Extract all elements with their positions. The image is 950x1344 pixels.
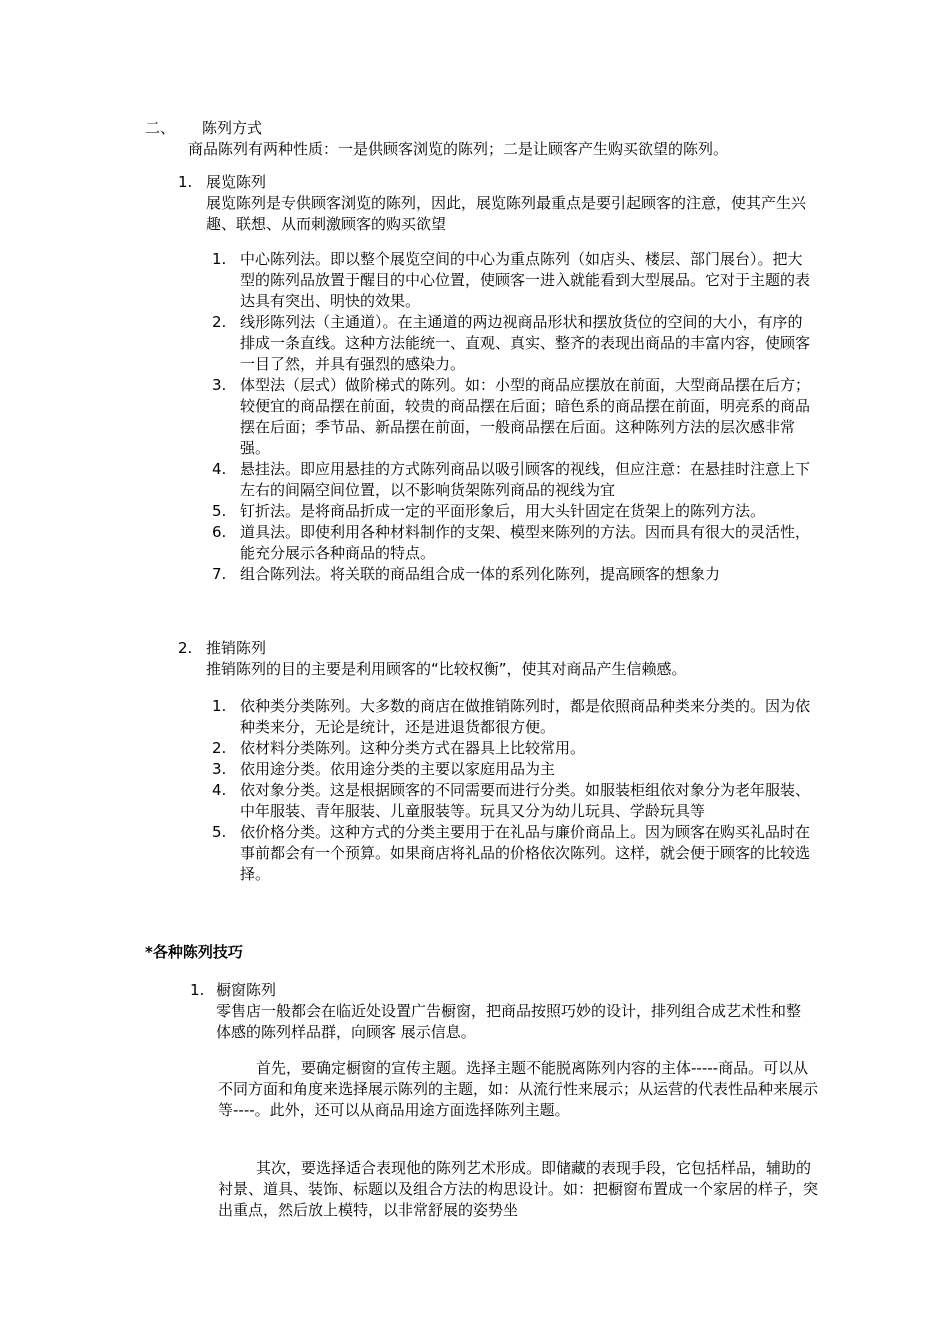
promo-description: 推销陈列的目的主要是利用顾客的“比较权衡”，使其对商品产生信赖感。 xyxy=(206,660,687,678)
item-text: 依种类分类陈列。大多数的商店在做推销陈列时，都是依照商品种类来分类的。因为依种类来分，无论是统计，还是进退货都很方便。 xyxy=(240,697,811,736)
list-item xyxy=(206,375,816,459)
promo-method-list xyxy=(206,696,816,885)
item-text: 组合陈列法。将关联的商品组合成一体的系列化陈列，提高顾客的想象力 xyxy=(240,565,721,583)
list-item xyxy=(206,696,816,738)
item-number: 1. xyxy=(212,697,227,715)
promo-number: 2. xyxy=(178,639,193,657)
window-paragraph-1: 首先，要确定橱窗的宣传主题。选择主题不能脱离陈列内容的主体-----商品。可以从不同方面和角度来选择展示陈列的主题，如：从流行性来展示；从运营的代表性品种来展示等----。此外，还可以从商品用途方面选择陈列主题。 xyxy=(218,1059,819,1119)
techniques-heading: *各种陈列技巧 xyxy=(145,943,243,961)
section-intro: 商品陈列有两种性质：一是供顾客浏览的陈列；二是让顾客产生购买欲望的陈列。 xyxy=(188,140,729,158)
list-item xyxy=(206,312,816,375)
list-item xyxy=(206,759,816,780)
item-number: 6. xyxy=(212,523,227,541)
item-text: 线形陈列法（主通道）。在主通道的两边视商品形状和摆放货位的空间的大小，有序的排成一条直线。这种方法能统一、直观、真实、整齐的表现出商品的丰富内容，使顾客一目了然，并具有强烈的感染力。 xyxy=(240,313,811,373)
item-number: 3. xyxy=(212,760,227,778)
exhibit-number: 1. xyxy=(178,173,193,191)
list-item xyxy=(206,822,816,885)
window-paragraph-2: 其次，要选择适合表现他的陈列艺术形成。即储藏的表现手段，它包括样品，辅助的衬景、道具、装饰、标题以及组合方法的构思设计。如：把橱窗布置成一个家居的样子，突出重点，然后放上模特，以非常舒展的姿势坐 xyxy=(218,1159,819,1219)
exhibit-title: 展览陈列 xyxy=(206,173,267,191)
window-description: 零售店一般都会在临近处设置广告橱窗，把商品按照巧妙的设计，排列组合成艺术性和整体感的陈列样品群，向顾客 展示信息。 xyxy=(216,1002,802,1041)
item-text: 中心陈列法。即以整个展览空间的中心为重点陈列（如店头、楼层、部门展台）。把大型的陈列品放置于醒目的中心位置，使顾客一进入就能看到大型展品。它对于主题的表达具有突出、明快的效果。 xyxy=(240,250,811,310)
exhibit-method-list xyxy=(206,249,816,585)
item-text: 依材料分类陈列。这种分类方式在器具上比较常用。 xyxy=(240,739,586,757)
exhibit-description: 展览陈列是专供顾客浏览的陈列，因此，展览陈列最重点是要引起顾客的注意，使其产生兴趣、联想、从而刺激顾客的购买欲望 xyxy=(206,194,807,233)
item-number: 1. xyxy=(212,250,227,268)
window-title: 橱窗陈列 xyxy=(216,981,277,999)
list-item xyxy=(206,738,816,759)
item-text: 钉折法。是将商品折成一定的平面形象后，用大头针固定在货架上的陈列方法。 xyxy=(240,502,766,520)
section-title: 陈列方式 xyxy=(202,119,263,137)
item-number: 2. xyxy=(212,739,227,757)
list-item xyxy=(206,780,816,822)
item-text: 依对象分类。这是根据顾客的不同需要而进行分类。如服装柜组依对象分为老年服装、中年服装、青年服装、儿童服装等。玩具又分为幼儿玩具、学龄玩具等 xyxy=(240,781,811,820)
list-item xyxy=(206,249,816,312)
item-number: 4. xyxy=(212,460,227,478)
item-number: 5. xyxy=(212,502,227,520)
item-number: 3. xyxy=(212,376,227,394)
item-number: 2. xyxy=(212,313,227,331)
item-text: 依价格分类。这种方式的分类主要用于在礼品与廉价商品上。因为顾客在购买礼品时在事前都会有一个预算。如果商店将礼品的价格依次陈列。这样，就会便于顾客的比较选择。 xyxy=(240,823,811,883)
list-item xyxy=(206,459,816,501)
window-number: 1. xyxy=(190,981,205,999)
list-item xyxy=(206,522,816,564)
item-text: 体型法（层式）做阶梯式的陈列。如：小型的商品应摆放在前面，大型商品摆在后方；较便宜的商品摆在前面，较贵的商品摆在后面；暗色系的商品摆在前面，明亮系的商品摆在后面；季节品、新品摆在前面，一般商品摆在后面。这种陈列方法的层次感非常强。 xyxy=(240,376,811,457)
item-text: 悬挂法。即应用悬挂的方式陈列商品以吸引顾客的视线，但应注意：在悬挂时注意上下左右的间隔空间位置，以不影响货架陈列商品的视线为宜 xyxy=(240,460,811,499)
item-text: 道具法。即使利用各种材料制作的支架、模型来陈列的方法。因而具有很大的灵活性，能充分展示各种商品的特点。 xyxy=(240,523,811,562)
item-number: 4. xyxy=(212,781,227,799)
item-text: 依用途分类。依用途分类的主要以家庭用品为主 xyxy=(240,760,556,778)
item-number: 5. xyxy=(212,823,227,841)
section-number: 二、 xyxy=(145,119,176,137)
list-item xyxy=(206,501,816,522)
list-item xyxy=(206,564,816,585)
promo-title: 推销陈列 xyxy=(206,639,267,657)
item-number: 7. xyxy=(212,565,227,583)
